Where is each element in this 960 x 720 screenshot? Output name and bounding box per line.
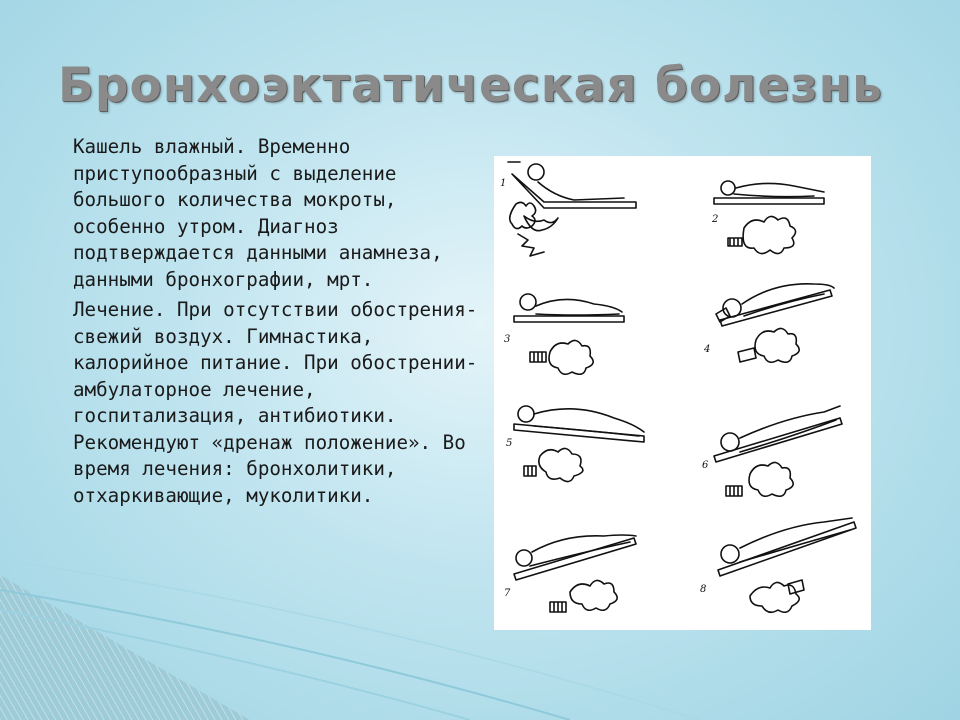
drainage-positions-figure	[494, 156, 871, 630]
paragraph-symptoms: Кашель влажный. Временно приступообразный с выделение большого количества мокроты, особенно утром. Диагноз подтверждается данными анамнеза, данными бронхографии, мрт.	[73, 135, 443, 291]
lung-sketch	[755, 328, 799, 362]
position-label: 3	[504, 334, 511, 345]
position-5	[506, 406, 644, 482]
body-text	[73, 134, 483, 513]
position-label: 6	[702, 460, 709, 471]
lung-sketch	[743, 216, 795, 253]
position-6	[702, 406, 842, 496]
lung-sketch	[750, 582, 799, 612]
lung-sketch	[749, 462, 793, 496]
position-label: 8	[700, 584, 707, 595]
paragraph-treatment: Лечение. При отсутствии обострения-свежий воздух. Гимнастика, калорийное питание. При обострении- амбулаторное лечение, госпитализация, антибиотики. Рекомендуют «дренаж положение». Во время лечения: бронхолитики, отхаркивающие, муколитики.	[73, 298, 478, 507]
lung-sketch	[539, 448, 583, 481]
lung-sketch	[510, 202, 536, 228]
position-label: 4	[704, 344, 711, 355]
position-8	[700, 518, 856, 612]
position-1	[500, 162, 636, 256]
drainage-positions-drawing	[494, 156, 871, 630]
position-label: 7	[504, 588, 511, 599]
position-2	[711, 181, 824, 254]
position-label: 2	[712, 214, 719, 225]
position-4	[703, 284, 834, 362]
position-label: 5	[506, 438, 513, 449]
lung-sketch	[570, 580, 617, 610]
position-label: 1	[500, 178, 507, 189]
slide-title: Бронхоэктатическая болезнь	[58, 58, 883, 113]
position-7	[504, 535, 636, 612]
position-3	[504, 294, 624, 374]
lung-sketch	[549, 340, 593, 374]
